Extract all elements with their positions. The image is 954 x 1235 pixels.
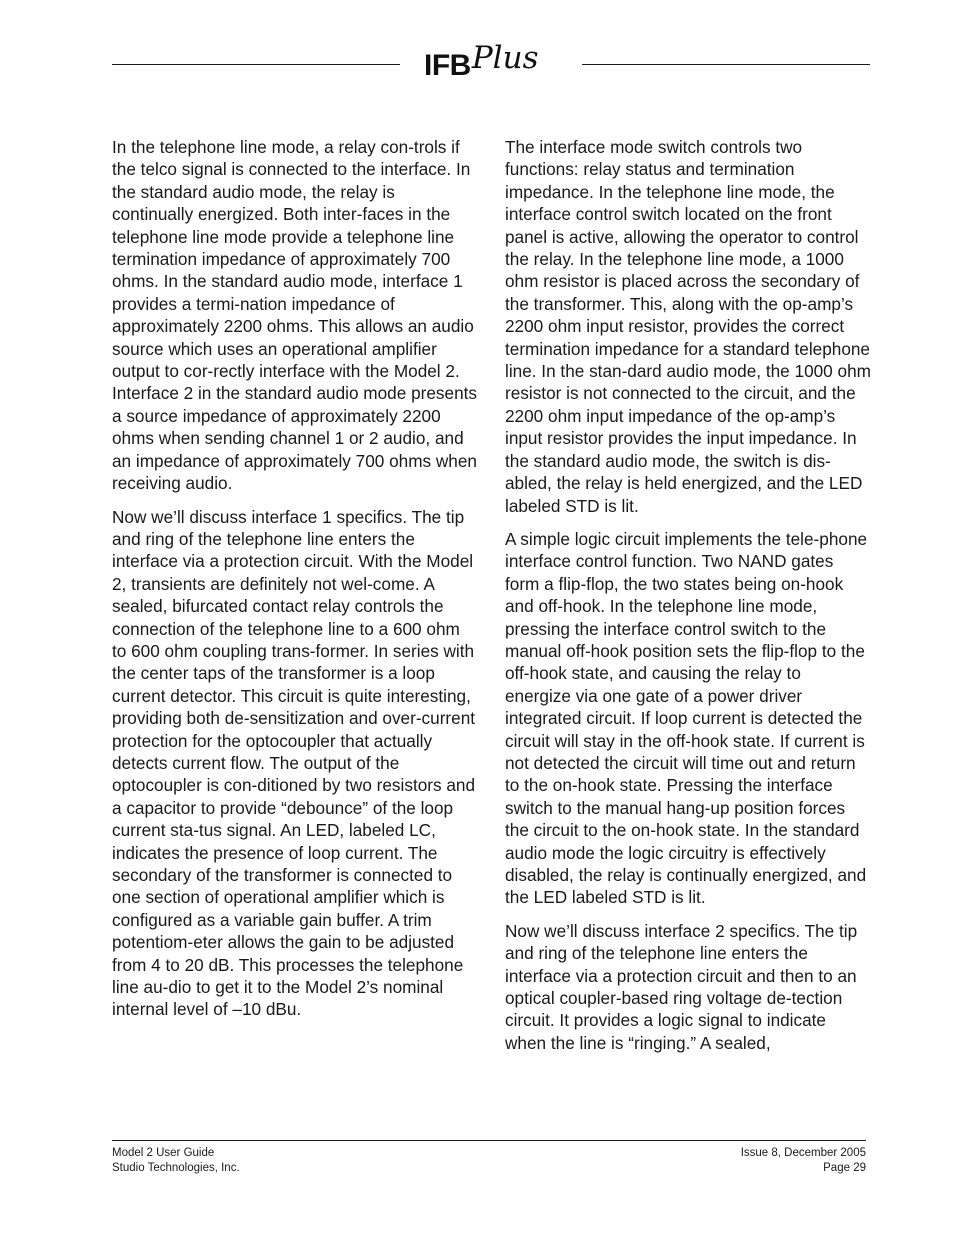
paragraph: Now we’ll discuss interface 1 specifics. The tip and ring of the telephone line enters the interface via a protection circuit. With the Model 2, transients are definitely not wel-come. A sealed, bifurcated contact relay controls the connection of the telephone line to a 600 ohm to 600 ohm coupling trans-former. In series with the center taps of the transformer is a loop current detector. This circuit is quite interesting, providing both de-sensitization and over-current protection for the optocoupler that actually detects current flow. The output of the optocoupler is con-ditioned by two resistors and a capacitor to provide “debounce” of the loop current sta-tus signal. An LED, labeled LC, indicates the presence of loop current. The secondary of the transformer is connected to one section of operational amplifier which is configured as a variable gain buffer. A trim potentiom-eter allows the gain to be adjusted from 4 to 20 dB. This processes the telephone line au-dio to get it to the Model 2’s nominal internal level of –10 dBu. xyxy=(112,506,476,1020)
footer-guide-title: Model 2 User Guide xyxy=(112,1147,215,1159)
paragraph: A simple logic circuit implements the tele-phone interface control function. Two NAND gates form a flip-flop, the two states being on-hook and off-hook. In the telephone line mode, pressing the interface control switch to the manual off-hook position sets the flip-flop to the off-hook state, and causing the relay to energize via one gate of a power driver integrated circuit. If loop current is detected the circuit will stay in the off-hook state. If current is not detected the circuit will time out and return to the on-hook state. Pressing the interface switch to the manual hang-up position forces the circuit to the on-hook state. In the standard audio mode the logic circuitry is effectively disabled, the relay is continually energized, and the LED labeled STD is lit. xyxy=(505,528,868,908)
ifb-plus-logo xyxy=(424,40,538,84)
logo-plus-script: Plus xyxy=(471,40,539,76)
paragraph: Now we’ll discuss interface 2 specifics. The tip and ring of the telephone line enters the interface via a protection circuit and then to an optical coupler-based ring voltage de-tection circuit. It provides a logic signal to indicate when the line is “ringing.” A sealed, xyxy=(505,920,858,1053)
logo-ifb-text: IFB xyxy=(424,49,471,82)
paragraph: In the telephone line mode, a relay con-trols if the telco signal is connected to the interface. In the standard audio mode, the relay is continually energized. Both inter-faces in the telephone line mode provide a telephone line termination impedance of approximately 700 ohms. In the standard audio mode, interface 1 provides a termi-nation impedance of approximately 2200 ohms. This allows an audio source which uses an operational amplifier output to cor-rectly interface with the Model 2. Interface 2 in the standard audio mode presents a source impedance of approximately 2200 ohms when sending channel 1 or 2 audio, and an impedance of approximately 700 ohms when receiving audio. xyxy=(112,137,477,494)
footer-right xyxy=(741,1146,866,1175)
footer-issue: Issue 8, December 2005 xyxy=(740,1147,866,1159)
footer-left xyxy=(112,1146,240,1175)
right-column xyxy=(505,136,871,1065)
header-rule-left xyxy=(112,64,400,65)
footer-rule xyxy=(112,1140,866,1141)
footer-company: Studio Technologies, Inc. xyxy=(112,1161,240,1174)
header-rule-right xyxy=(582,64,870,65)
paragraph: The interface mode switch controls two functions: relay status and termination impedance. In the telephone line mode, the interface control switch located on the front panel is active, allowing the operator to control the relay. In the telephone line mode, a 1000 ohm resistor is placed across the secondary of the transformer. This, along with the op-amp’s 2200 ohm input resistor, provides the correct termination impedance for a standard telephone line. In the stan-dard audio mode, the 1000 ohm resistor is not connected to the circuit, and the 2200 ohm input impedance of the op-amp’s input resistor provides the input impedance. In the standard audio mode, the switch is dis-abled, the relay is held energized, and the LED labeled STD is lit. xyxy=(505,137,871,516)
left-column xyxy=(112,136,478,1032)
footer-page-number: Page 29 xyxy=(823,1161,866,1174)
